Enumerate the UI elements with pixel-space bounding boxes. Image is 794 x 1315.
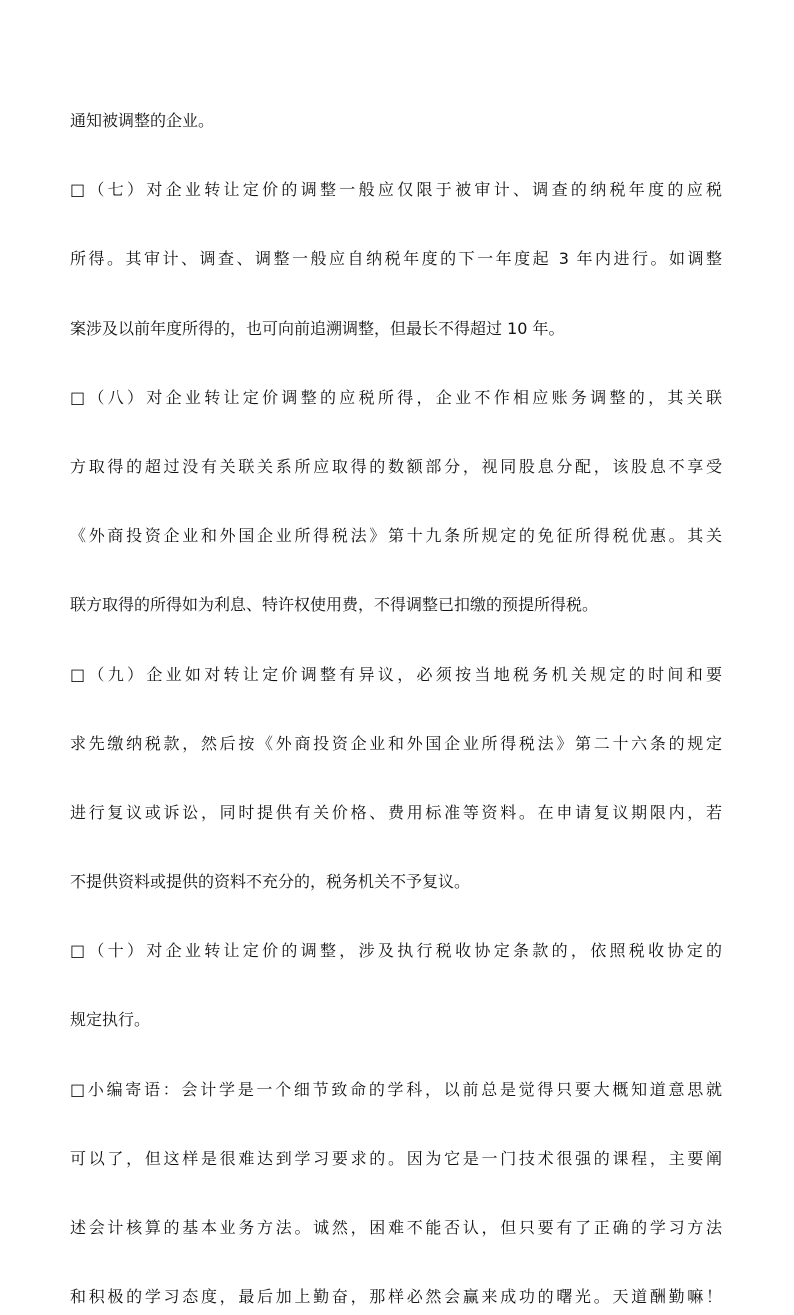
text-line: 案涉及以前年度所得的，也可向前追溯调整，但最长不得超过 10 年。: [70, 318, 565, 338]
text-line: 求先缴纳税款，然后按《外商投资企业和外国企业所得税法》第二十六条的规定: [70, 733, 722, 753]
text-line: 通知被调整的企业。: [70, 111, 215, 130]
blank-line: [70, 485, 722, 520]
blank-line: [70, 346, 722, 381]
text-line: 述会计核算的基本业务方法。诚然，困难不能否认，但只要有了正确的学习方法: [70, 1218, 722, 1237]
blank-line: [70, 415, 722, 450]
blank-line: [70, 1246, 722, 1281]
blank-line: [70, 830, 722, 865]
blank-line: [70, 692, 722, 727]
blank-line: [70, 139, 722, 174]
document-body: [70, 104, 722, 1315]
text-line: 所得。其审计、调查、调整一般应自纳税年度的下一年度起 3 年内进行。如调整: [70, 249, 722, 269]
blank-line: [70, 208, 722, 243]
text-line: 联方取得的所得如为利息、特许权使用费，不得调整已扣缴的预提所得税。: [70, 595, 599, 615]
text-line: □（十）对企业转让定价的调整，涉及执行税收协定条款的，依照税收协定的: [70, 941, 722, 961]
text-line: □小编寄语：会计学是一个细节致命的学科，以前总是觉得只要大概知道意思就: [70, 1079, 722, 1099]
blank-line: [70, 623, 722, 658]
blank-line: [70, 277, 722, 312]
text-line: 和积极的学习态度，最后加上勤奋，那样必然会赢来成功的曙光。天道酬勤嘛！: [70, 1287, 722, 1307]
blank-line: [70, 969, 722, 1004]
blank-line: [70, 1107, 722, 1142]
text-line: 不提供资料或提供的资料不充分的，税务机关不予复议。: [70, 872, 471, 892]
blank-line: [70, 900, 722, 935]
text-line: 《外商投资企业和外国企业所得税法》第十九条所规定的免征所得税优惠。其关: [70, 526, 722, 546]
blank-line: [70, 554, 722, 589]
blank-line: [70, 1176, 722, 1211]
text-line: □（九）企业如对转让定价调整有异议，必须按当地税务机关规定的时间和要: [70, 664, 722, 684]
blank-line: [70, 1038, 722, 1073]
text-line: 可以了，但这样是很难达到学习要求的。因为它是一门技术很强的课程，主要阐: [70, 1148, 722, 1168]
text-line: 规定执行。: [70, 1010, 151, 1030]
blank-line: [70, 761, 722, 796]
text-line: □（七）对企业转让定价的调整一般应仅限于被审计、调查的纳税年度的应税: [70, 180, 722, 200]
text-line: 方取得的超过没有关联关系所应取得的数额部分，视同股息分配，该股息不享受: [70, 456, 722, 476]
text-line: □（八）对企业转让定价调整的应税所得，企业不作相应账务调整的，其关联: [70, 387, 722, 407]
text-line: 进行复议或诉讼，同时提供有关价格、费用标准等资料。在申请复议期限内，若: [70, 802, 722, 822]
